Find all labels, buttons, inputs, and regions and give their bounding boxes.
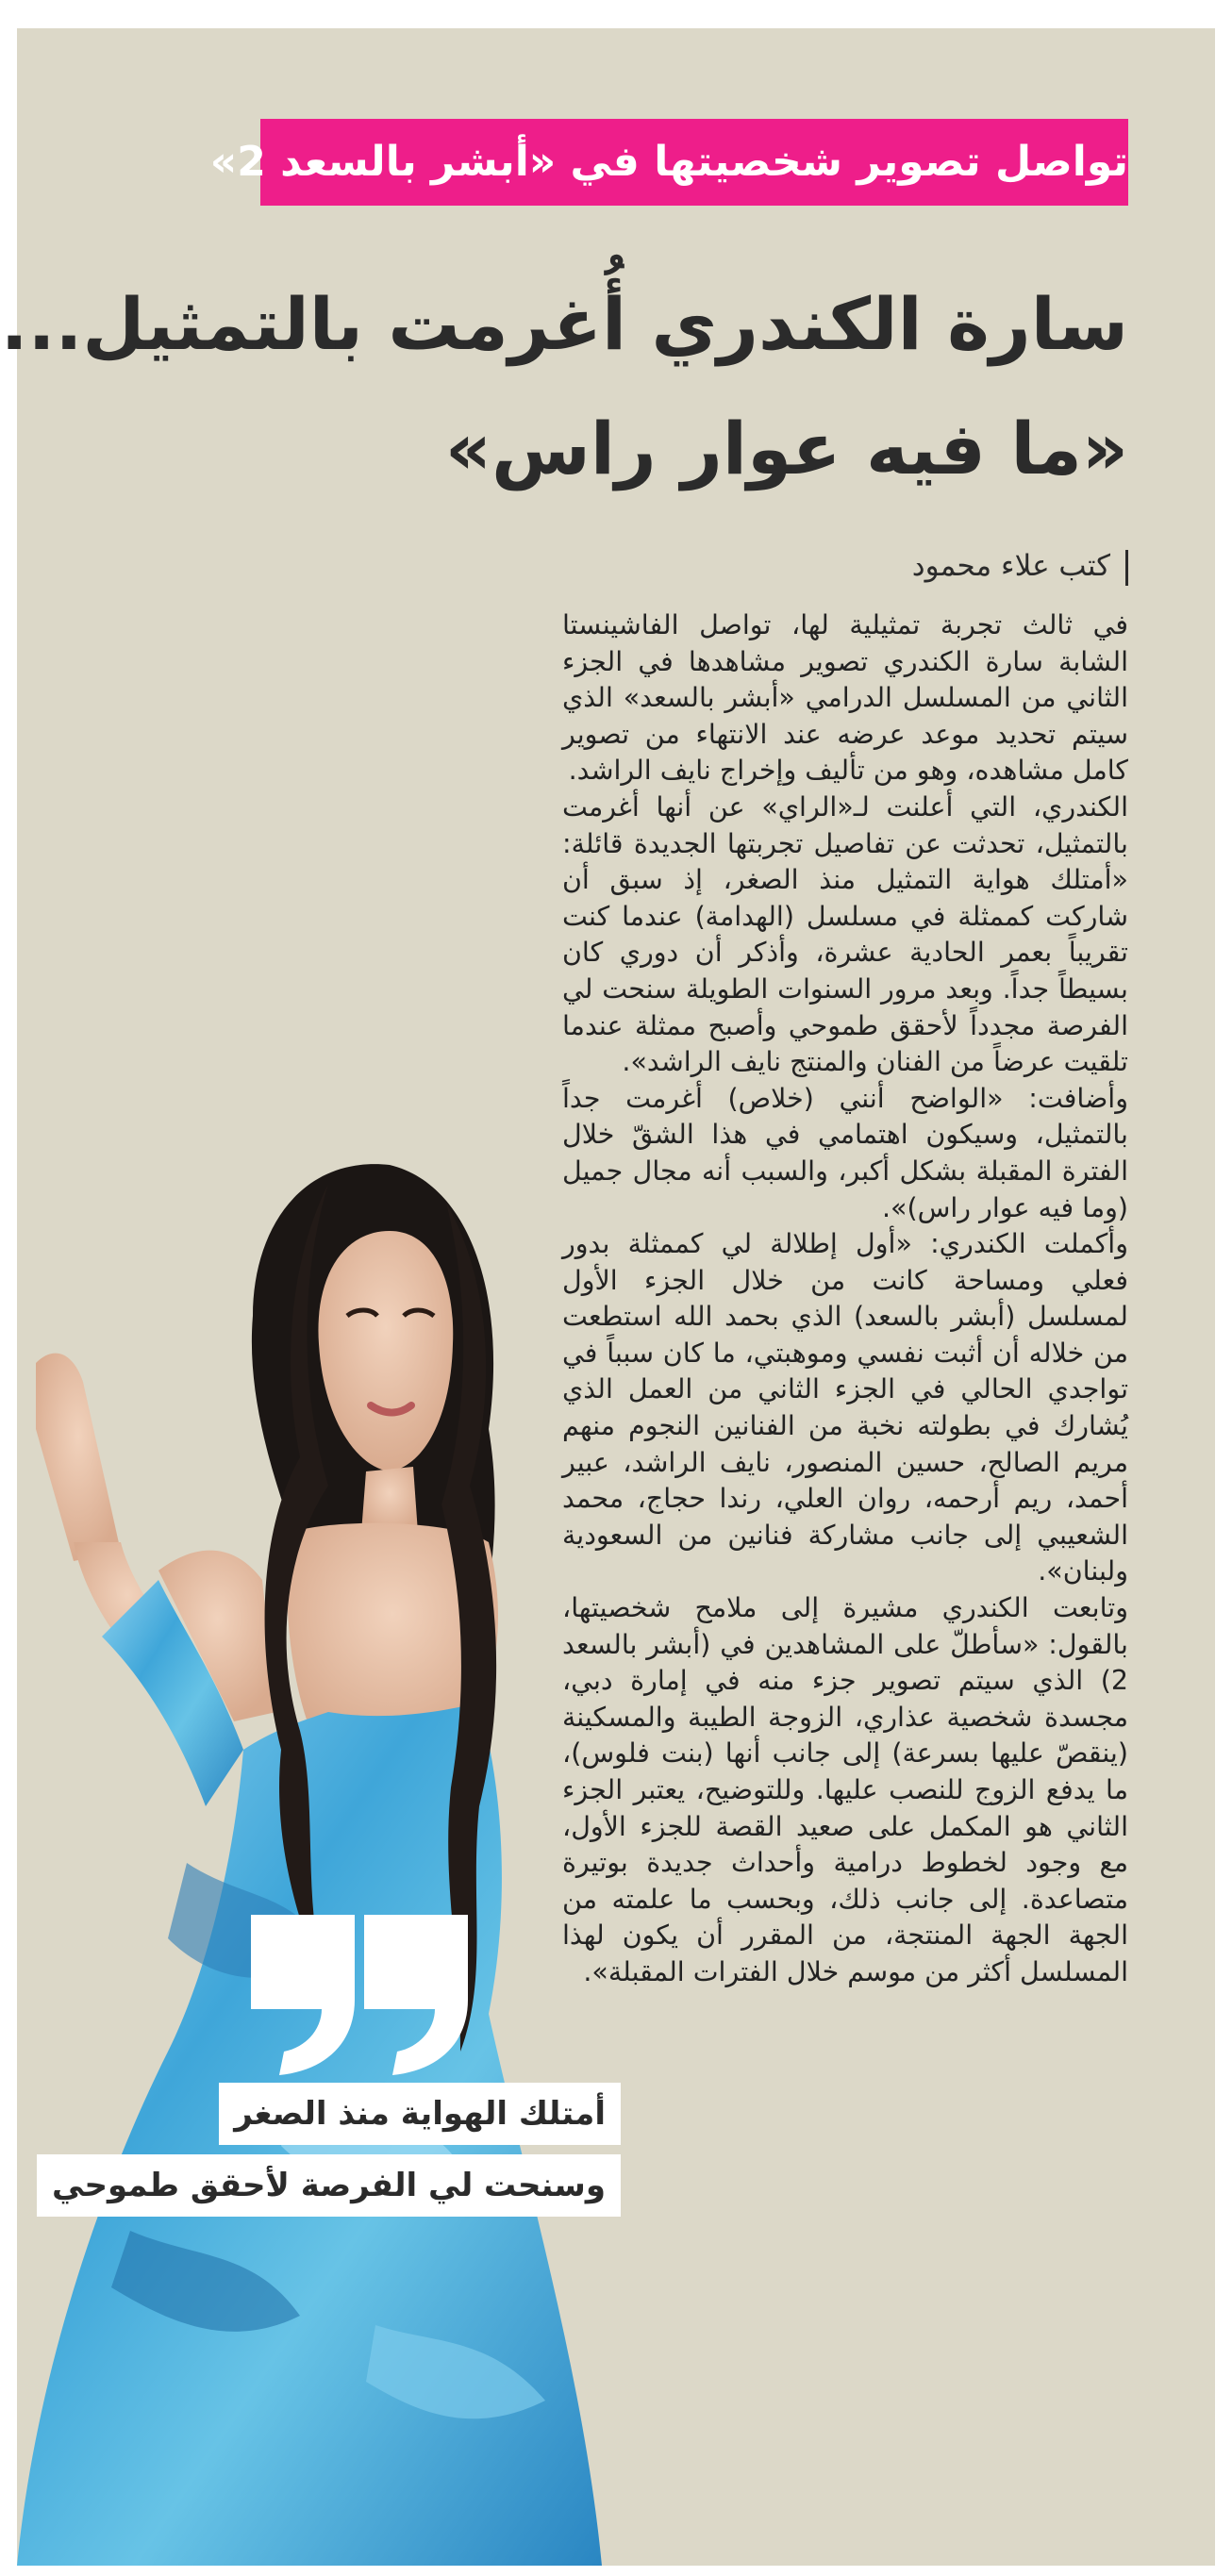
article-paragraph: في ثالث تجربة تمثيلية لها، تواصل الفاشينستا الشابة سارة الكندري تصوير مشاهدها في الجزء الثاني من المسلسل الدرامي «أبشر بالسعد» الذي سيتم تحديد موعد عرضه عند الانتهاء من تصوير كامل مشاهده، وهو من تأليف وإخراج نايف الراشد. (562, 609, 1128, 787)
newspaper-page (0, 28, 1215, 2566)
kicker-banner (209, 119, 1128, 206)
article-body (72, 607, 1128, 2022)
article-paragraph: الكندري، التي أعلنت لـ«الراي» عن أنها أغرمت بالتمثيل، تحدثت عن تفاصيل تجربتها الجديدة قائلة: «أمتلك هواية التمثيل منذ الصغر، إذ سبق أن شاركت كممثلة في مسلسل (الهدامة) عندما كنت تقريباً بعمر الحادية عشرة، وأذكر أن دوري كان بسيطاً جداً. وبعد مرور السنوات الطويلة سنحت لي الفرصة مجدداً لأحقق طموحي وأصبح ممثلة عندما تلقيت عرضاً من الفنان والمنتج نايف الراشد». (562, 790, 1128, 1078)
article-paragraph: وتابعت الكندري مشيرة إلى ملامح شخصيتها، بالقول: «سأطلّ على المشاهدين في (أبشر بالسعد 2) الذي سيتم تصوير جزء منه في إمارة دبي، مجسدة شخصية عذاري، الزوجة الطيبة والمسكينة (ينقصّ عليها بسرعة) إلى جانب أنها (بنت فلوس)، ما يدفع الزوج للنصب عليها. وللتوضيح، يعتبر الجزء الثاني هو المكمل على صعيد القصة للجزء الأول، مع وجود لخطوط درامية وأحداث جديدة بوتيرة متصاعدة. إلى جانب ذلك، وبحسب ما علمته من الجهة الجهة المنتجة، من المقرر أن يكون لهذا المسلسل أكثر من موسم خلال الفترات المقبلة». (562, 1592, 1128, 1987)
byline (912, 538, 1128, 594)
headline-line-1: سارة الكندري أُغرمت بالتمثيل... (0, 282, 1128, 366)
pull-quote-line-1: أمتلك الهواية منذ الصغر (219, 2083, 621, 2145)
byline-bar (1125, 550, 1128, 586)
pull-quote-line-2: وسنحت لي الفرصة لأحقق طموحي (37, 2154, 621, 2217)
pull-quote (17, 2083, 621, 2226)
headline-line-2: «ما فيه عوار راس» (444, 407, 1128, 490)
article-paragraph: وأكملت الكندري: «أول إطلالة لي كممثلة بدور فعلي ومساحة كانت من خلال الجزء الأول لمسلسل (أبشر بالسعد) الذي بحمد الله استطعت من خلاله أن أثبت نفسي وموهبتي، ما كان سبباً في تواجدي الحالي في الجزء الثاني من العمل الذي يُشارك في بطولته نخبة من الفنانين النجوم منهم مريم الصالح، حسين المنصور، نايف الراشد، عبير أحمد، ريم أرحمه، روان العلي، رندا حجاج، محمد الشعيبي إلى جانب مشاركة فنانين من السعودية ولبنان». (562, 1228, 1128, 1587)
byline-text: كتب علاء محمود (911, 549, 1110, 583)
headline (0, 262, 1128, 511)
article-paragraph: وأضافت: «الواضح أنني (خلاص) أغرمت جداً بالتمثيل، وسيكون اهتمامي في هذا الشقّ خلال الفترة المقبلة بشكل أكبر، والسبب أنه مجال جميل (وما فيه عوار راس)». (562, 1082, 1128, 1223)
kicker-text: تواصل تصوير شخصيتها في «أبشر بالسعد 2» (209, 138, 1128, 186)
